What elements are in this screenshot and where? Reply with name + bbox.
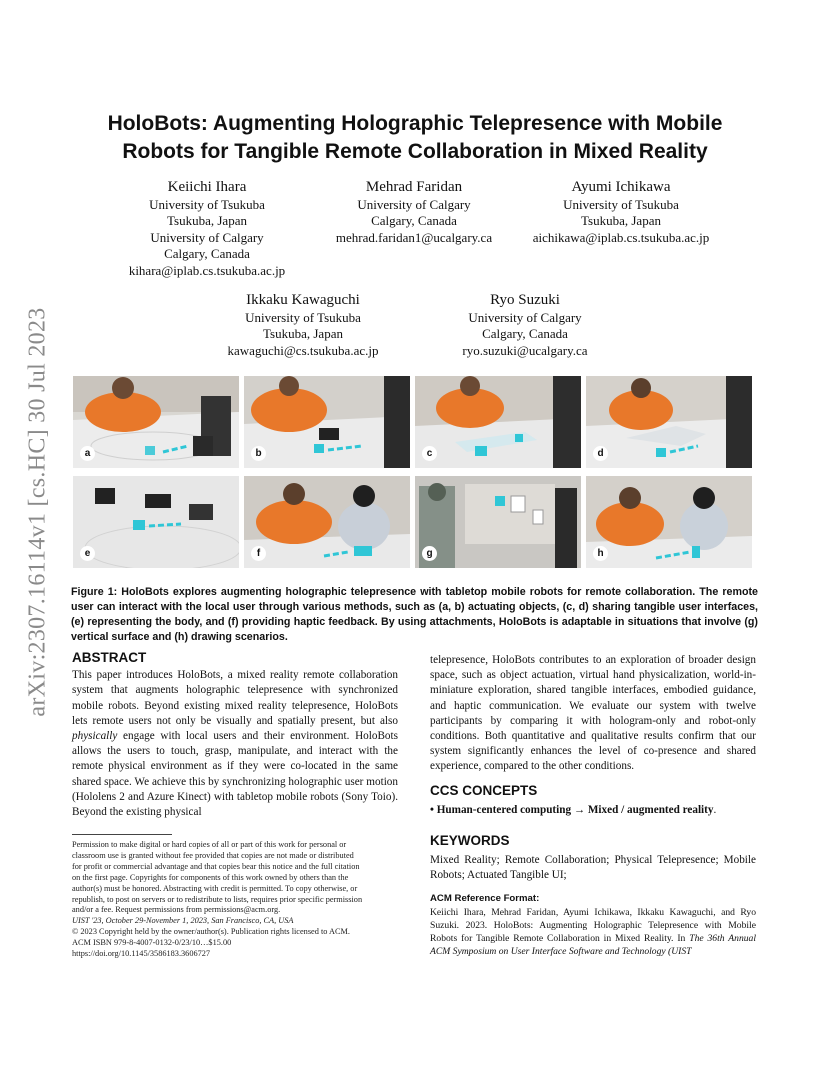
reference-format-heading: ACM Reference Format: [430,893,540,904]
figure-panel-a [73,376,239,468]
arxiv-identifier-text: arXiv:2307.16114v1 [cs.HC] 30 Jul 2023 [24,307,51,717]
figure-panel-label: g [422,546,437,561]
left-column [72,650,398,820]
abstract-text-part1: This paper introduces HoloBots, a mixed reality remote collaboration system that augments holographic telepresence with synchronized mobile robots. Beyond existing mixed reality telepresence, HoloBots lets remote users not only be visually and spatially present, but also [72,669,398,727]
keywords-section [430,833,756,883]
author-location: Tsukuba, Japan [167,213,247,229]
author-affiliation: University of Calgary [468,310,582,325]
paper-title-line-1: HoloBots: Augmenting Holographic Telepresence with Mobile [107,112,723,135]
author-email: mehrad.faridan1@ucalgary.ca [335,229,493,245]
permission-line: Permission to make digital or hard copies of all or part of this work for personal or [72,840,347,849]
figure-panel-label: f [251,546,266,561]
ccs-concept: • Human-centered computing [430,804,572,816]
figure-panel-e [73,476,239,568]
arxiv-identifier [14,292,62,732]
reference-format-text [430,906,756,958]
figure-panel-label: b [251,446,266,461]
author-name: Ayumi Ichikawa [571,179,671,195]
paper-title [70,110,760,166]
author-affiliation: University of Tsukuba [245,310,361,325]
permission-line: republish, to post on servers or to redistribute to lists, requires prior specific permission [72,894,363,904]
author-name: Ryo Suzuki [490,292,560,308]
author-block-3 [506,177,736,246]
ccs-arrow: → [571,804,588,816]
figure-panel-label: h [593,546,608,561]
author-block-1 [92,177,322,279]
reference-format-body: Keiichi Ihara, Mehrad Faridan, Ayumi Ichikawa, Ikkaku Kawaguchi, and Ryo Suzuki. 2023. HoloBots: Augmenting Holographic Telepresence with Mobile Robots for Tangible Remote Collaboration in Mixed Reality. In [430,907,756,944]
author-affiliation: University of Calgary [150,229,264,245]
permission-line: classroom use is granted without fee provided that copies are not made or distributed [72,850,354,860]
figure-panel-g [415,476,581,568]
keywords-text: Mixed Reality; Remote Collaboration; Physical Telepresence; Mobile Robots; Actuated Tangible UI; [430,854,756,882]
abstract-text-continued: telepresence, HoloBots contributes to an exploration of broader design space, such as object actuation, virtual hand physicalization, world-in-miniature exploration, shared tangible interfaces, embodied guidance, and haptic communication. We evaluate our system with twelve participants by comparing it with hologram-only and robot-only conditions. Both quantitative and qualitative results confirm that our system significantly enhances the level of co-presence and shared experience, compared to the other conditions. [430,654,756,773]
author-affiliation: University of Tsukuba [563,197,679,212]
figure-panel-label: a [80,446,95,461]
ccs-heading: CCS CONCEPTS [430,783,538,798]
permission-line: author(s) must be honored. Abstracting with credit is permitted. To copy otherwise, or [72,883,358,893]
author-block-5 [410,290,640,359]
figure-panel-f [244,476,410,568]
ccs-section [430,783,756,818]
permission-line: and/or a fee. Request permissions from permissions@acm.org. [72,905,281,915]
author-name: Ikkaku Kawaguchi [246,292,360,308]
permission-notice [72,840,399,960]
reference-format-venue: The 36th Annual ACM Symposium on User Interface Software and Technology (UIST [430,933,757,957]
teaser-figure [73,376,753,568]
author-email: ryo.suzuki@ucalgary.ca [462,342,588,358]
isbn-line: ACM ISBN 979-8-4007-0132-0/23/10…$15.00 [72,938,232,948]
author-email: kihara@iplab.cs.tsukuba.ac.jp [128,262,286,278]
abstract-text [72,668,398,820]
abstract-heading: ABSTRACT [72,650,147,665]
figure-panel-c [415,376,581,468]
reference-format-section [430,893,756,958]
abstract-text-part2: engage with local users and their environment. HoloBots allows the users to touch, grasp, manipulate, and interact with the remote physical environment as if they were co-located in the same shared space. We achieve this by synchronizing holographic user motion (Hololens 2 and Azure Kinect) with tabletop mobile robots (Sony Toio). Beyond the existing physical [72,730,398,819]
figure-panel-b [244,376,410,468]
copyright-line: © 2023 Copyright held by the owner/author(s). Publication rights licensed to ACM. [72,927,350,937]
ccs-text [430,803,756,818]
figure-panel-label: e [80,546,95,561]
author-block-4 [188,290,418,359]
figure-panel-d [586,376,752,468]
abstract-emphasis: physically [72,730,118,743]
author-location: Tsukuba, Japan [581,213,661,229]
permission-line: on the first page. Copyrights for components of this work owned by others than the [72,872,349,882]
doi-link[interactable]: https://doi.org/10.1145/3586183.3606727 [72,949,211,959]
ccs-subconcept: Mixed / augmented reality [587,804,714,816]
figure-panel-label: d [593,446,608,461]
ccs-period: . [713,804,717,816]
figure-panel-label: c [422,446,437,461]
keywords-heading: KEYWORDS [430,833,510,848]
author-location: Calgary, Canada [482,326,568,342]
author-location: Calgary, Canada [371,213,457,229]
footnote-divider [72,834,172,835]
figure-caption: Figure 1: HoloBots explores augmenting holographic telepresence with tabletop mobile robots for remote collaboration. The remote user can interact with the local user through various methods, such as (a, b) actuating objects, (c, d) sharing tangible user interfaces, (e) representing the body, and (f) providing haptic feedback. By using attachments, HoloBots is adaptable in situations that involve (g) vertical surface and (h) drawing scenarios. [71,586,758,643]
venue-line: UIST '23, October 29-November 1, 2023, San Francisco, CA, USA [72,916,294,926]
figure-panel-h [586,476,752,568]
author-email: aichikawa@iplab.cs.tsukuba.ac.jp [532,229,710,245]
author-affiliation: University of Calgary [357,197,471,212]
author-block-2 [299,177,529,246]
author-email: kawaguchi@cs.tsukuba.ac.jp [227,342,379,358]
paper-title-line-2: Robots for Tangible Remote Collaboration in Mixed Reality [122,140,708,163]
right-column [430,653,756,775]
author-location: Calgary, Canada [164,246,250,262]
author-name: Keiichi Ihara [167,179,247,195]
author-location: Tsukuba, Japan [263,326,343,342]
author-name: Mehrad Faridan [365,179,463,195]
permission-line: for profit or commercial advantage and that copies bear this notice and the full citation [72,861,360,871]
author-affiliation: University of Tsukuba [149,197,265,212]
